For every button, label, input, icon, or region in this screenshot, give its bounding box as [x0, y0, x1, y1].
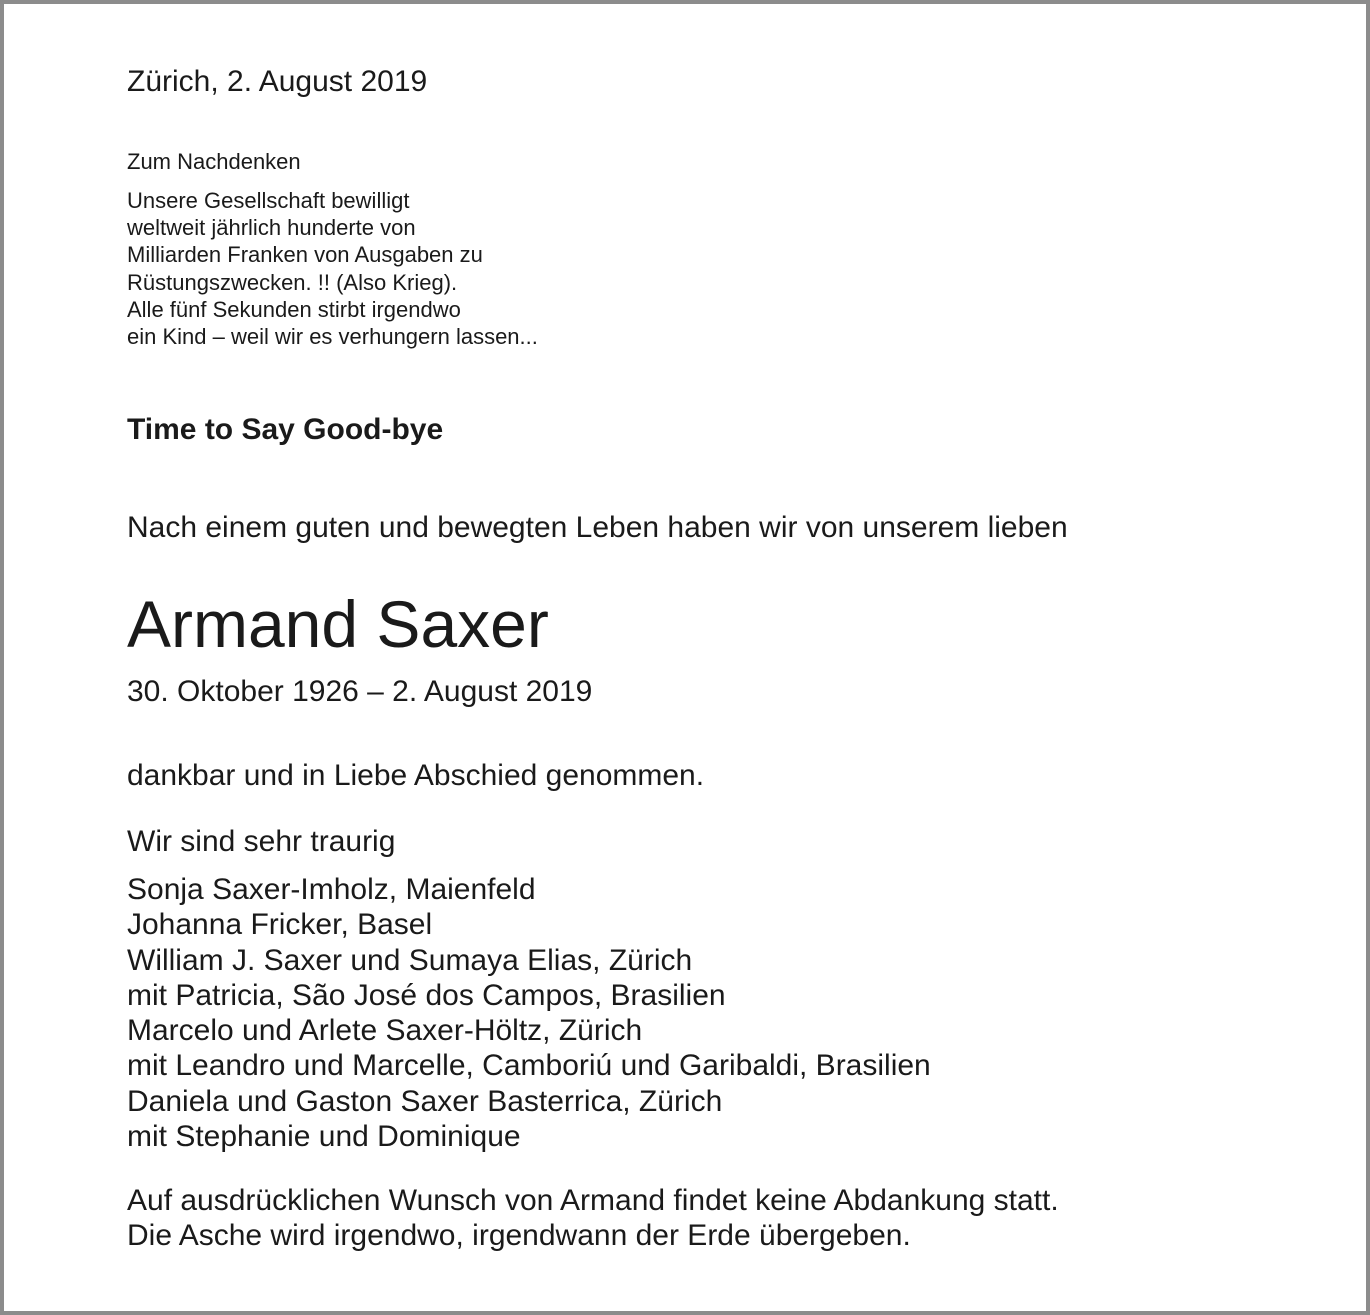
farewell-text: dankbar und in Liebe Abschied genommen.	[127, 759, 705, 792]
notice-line: Auf ausdrücklichen Wunsch von Armand findet keine Abdankung statt.	[127, 1184, 1059, 1217]
mourner-line: Marcelo und Arlete Saxer-Höltz, Zürich	[127, 1014, 643, 1048]
reflection-text	[127, 187, 538, 350]
mourning-statement: Wir sind sehr traurig	[127, 825, 396, 858]
mourner-line: Johanna Fricker, Basel	[127, 908, 433, 942]
mourner-line: mit Leandro und Marcelle, Camboriú und Garibaldi, Brasilien	[127, 1049, 931, 1083]
mourner-line: Daniela und Gaston Saxer Basterrica, Zürich	[127, 1084, 723, 1118]
reflection-line: ein Kind – weil wir es verhungern lassen...	[127, 324, 538, 350]
place-date: Zürich, 2. August 2019	[127, 65, 428, 98]
reflection-line: Rüstungszwecken. !! (Also Krieg).	[127, 269, 458, 295]
deceased-dates: 30. Oktober 1926 – 2. August 2019	[127, 675, 593, 708]
reflection-heading: Zum Nachdenken	[127, 149, 301, 174]
mourner-line: mit Patricia, São José dos Campos, Brasilien	[127, 978, 726, 1012]
mourner-line: Sonja Saxer-Imholz, Maienfeld	[127, 873, 536, 906]
mourner-line: William J. Saxer und Sumaya Elias, Zürich	[127, 943, 693, 977]
reflection-line: Milliarden Franken von Ausgaben zu	[127, 242, 483, 268]
deceased-name: Armand Saxer	[127, 587, 549, 661]
intro-text: Nach einem guten und bewegten Leben haben wir von unserem lieben	[127, 511, 1068, 544]
notice-line: Die Asche wird irgendwo, irgendwann der Erde übergeben.	[127, 1219, 911, 1252]
mourner-line: mit Stephanie und Dominique	[127, 1120, 521, 1154]
reflection-line: Alle fünf Sekunden stirbt irgendwo	[127, 296, 461, 322]
mourners-list	[127, 872, 931, 1154]
ceremony-notice	[127, 1183, 1059, 1253]
reflection-line: Unsere Gesellschaft bewilligt	[127, 188, 410, 213]
reflection-line: weltweit jährlich hunderte von	[127, 215, 416, 241]
song-title: Time to Say Good-bye	[127, 413, 444, 446]
